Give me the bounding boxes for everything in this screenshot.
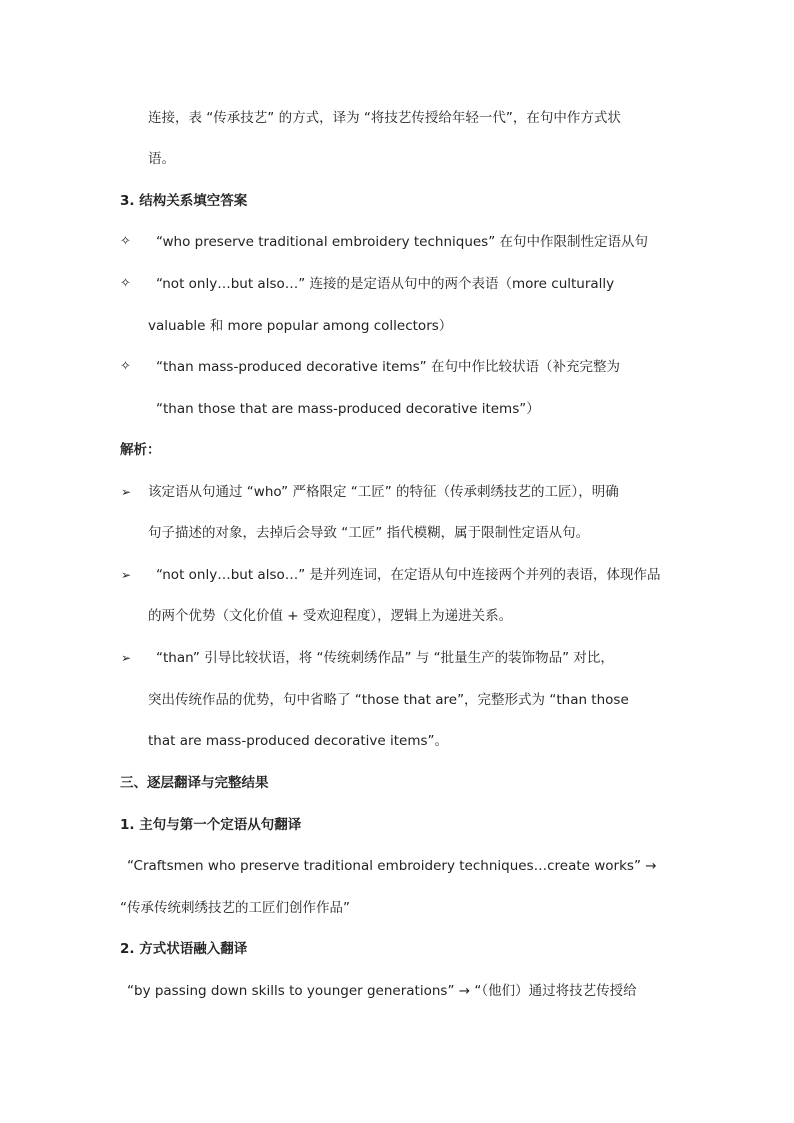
section-heading: 三、逐层翻译与完整结果 <box>120 775 269 791</box>
list-item: “than” 引导比较状语，将 “传统刺绣作品” 与 “批量生产的装饰物品” 对比， <box>156 650 614 666</box>
arrow-bullet-icon: ➢ <box>121 568 132 582</box>
diamond-bullet-icon: ✧ <box>120 234 131 249</box>
subsection-heading: 1. 主句与第一个定语从句翻译 <box>120 817 302 833</box>
paragraph-line: “Craftsmen who preserve traditional embroidery techniques…create works” → <box>127 858 657 874</box>
list-item: “not only…but also…” 连接的是定语从句中的两个表语（more culturally <box>156 276 615 292</box>
list-item-continuation: 的两个优势（文化价值 + 受欢迎程度），逻辑上为递进关系。 <box>148 608 513 624</box>
analysis-heading: 解析： <box>120 442 161 458</box>
subsection-heading: 2. 方式状语融入翻译 <box>120 941 248 957</box>
list-item: 该定语从句通过 “who” 严格限定 “工匠” 的特征（传承刺绣技艺的工匠），明确 <box>148 484 619 500</box>
paragraph-line: 语。 <box>148 151 175 167</box>
paragraph-line: “by passing down skills to younger generations” → “（他们）通过将技艺传授给 <box>127 983 637 999</box>
diamond-bullet-icon: ✧ <box>120 359 131 374</box>
list-item: “than mass-produced decorative items” 在句中作比较状语（补充完整为 <box>156 359 620 375</box>
arrow-bullet-icon: ➢ <box>121 485 132 499</box>
list-item-continuation: valuable 和 more popular among collectors） <box>148 318 453 334</box>
diamond-bullet-icon: ✧ <box>120 276 131 291</box>
arrow-bullet-icon: ➢ <box>121 651 132 665</box>
paragraph-line: 连接，表 “传承技艺” 的方式，译为 “将技艺传授给年轻一代”，在句中作方式状 <box>148 110 621 126</box>
list-item: “not only…but also…” 是并列连词，在定语从句中连接两个并列的表语，体现作品 <box>156 567 661 583</box>
section-heading: 3. 结构关系填空答案 <box>120 193 248 209</box>
paragraph-line: “传承传统刺绣技艺的工匠们创作作品” <box>120 900 350 916</box>
list-item-continuation: “than those that are mass-produced decorative items”） <box>156 401 540 417</box>
list-item-continuation: 句子描述的对象，去掉后会导致 “工匠” 指代模糊，属于限制性定语从句。 <box>148 525 590 541</box>
list-item-continuation: that are mass-produced decorative items”。 <box>148 733 449 749</box>
list-item-continuation: 突出传统作品的优势，句中省略了 “those that are”，完整形式为 “than those <box>148 692 629 708</box>
list-item: “who preserve traditional embroidery techniques” 在句中作限制性定语从句 <box>156 234 649 250</box>
